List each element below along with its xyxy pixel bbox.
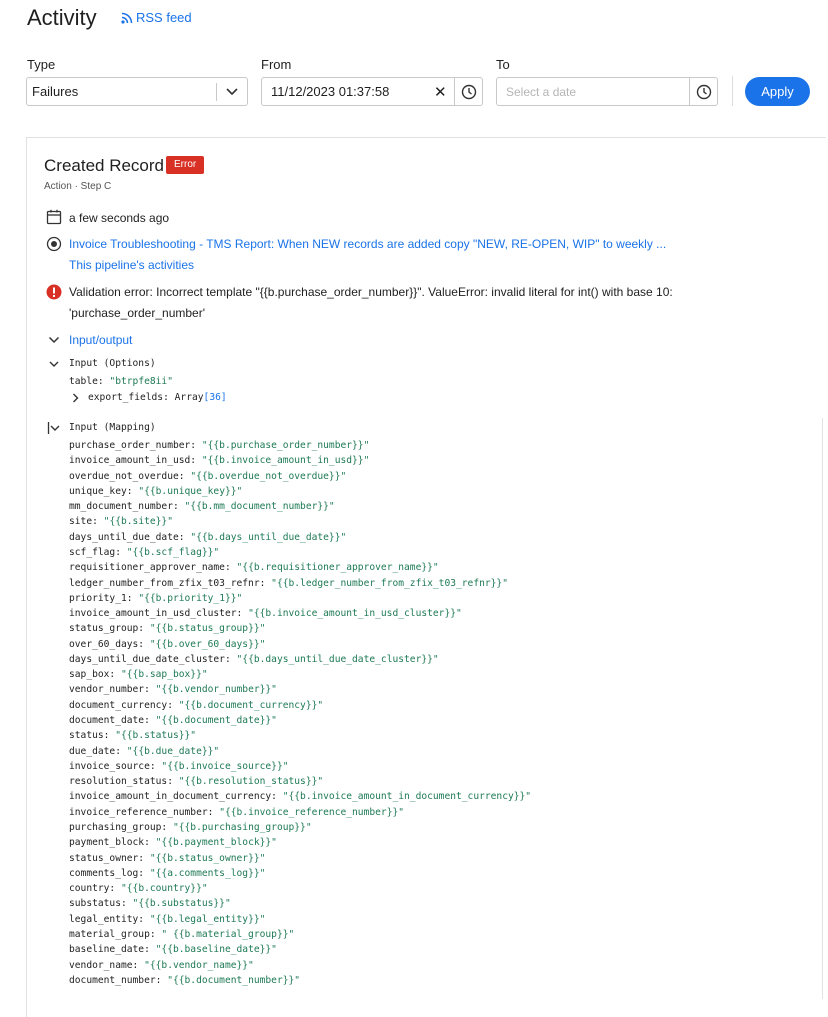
chevron-right-icon[interactable] — [71, 393, 80, 403]
type-select-value: Failures — [32, 84, 79, 99]
mapping-value: "{{b.invoice_amount_in_usd_cluster}}" — [248, 608, 462, 620]
mapping-row — [69, 455, 369, 466]
mapping-key: status_group: — [69, 623, 145, 635]
mapping-row — [69, 440, 369, 451]
mapping-key: payment_block: — [69, 837, 150, 849]
mapping-value: "{{b.invoice_amount_in_document_currency}}" — [282, 791, 532, 803]
mapping-key: purchasing_group: — [69, 822, 168, 833]
page-title: Activity — [27, 5, 97, 30]
mapping-row — [69, 639, 265, 650]
pipeline-icon — [46, 236, 62, 252]
mapping-row — [69, 822, 312, 833]
mapping-row — [69, 746, 219, 757]
mapping-row — [69, 898, 231, 909]
input-options-header: Input (Options) — [69, 358, 156, 369]
mapping-key: status_owner: — [69, 852, 145, 864]
mapping-row — [69, 562, 439, 573]
error-icon — [46, 284, 62, 300]
record-subtitle: Action · Step C — [44, 181, 112, 192]
rss-feed-link[interactable] — [121, 10, 192, 25]
from-label: From — [261, 57, 292, 72]
mapping-row — [69, 654, 439, 665]
pipeline-activities-link[interactable]: This pipeline's activities — [69, 258, 195, 272]
mapping-value: "{{b.document_number}}" — [167, 974, 301, 986]
calendar-icon — [46, 209, 62, 225]
mapping-row — [69, 501, 335, 512]
chevron-down-icon[interactable] — [225, 84, 239, 98]
mapping-value: " {{b.material_group}}" — [161, 928, 295, 940]
clock-icon — [461, 84, 477, 100]
mapping-row — [69, 684, 277, 695]
mapping-key: mm_document_number: — [69, 501, 179, 513]
mapping-row — [69, 516, 173, 527]
error-message: Validation error: Incorrect template "{{b.purchase_order_number}}". ValueError: invalid literal for int() with base 10: — [69, 285, 673, 299]
mapping-value: "{{b.invoice_reference_number}}" — [219, 806, 405, 818]
select-divider — [216, 83, 217, 101]
mapping-value: "{{b.country}}" — [121, 883, 208, 895]
mapping-key: invoice_amount_in_document_currency: — [69, 791, 277, 803]
mapping-key: document_currency: — [69, 699, 173, 711]
mapping-row — [69, 761, 289, 772]
rss-feed-label: RSS feed — [136, 10, 192, 25]
mapping-row — [69, 593, 242, 604]
mapping-key: baseline_date: — [69, 944, 150, 956]
from-clock-button[interactable] — [454, 78, 482, 105]
chevron-down-icon[interactable] — [48, 334, 60, 346]
mapping-key: priority_1: — [69, 592, 133, 604]
apply-button[interactable]: Apply — [745, 77, 810, 106]
mapping-value: "{{b.status}}" — [115, 730, 197, 742]
mapping-value: "{{b.sap_box}}" — [121, 669, 208, 681]
mapping-key: comments_log: — [69, 867, 145, 879]
mapping-row — [69, 868, 265, 879]
mapping-key: ledger_number_from_zfix_t03_refnr: — [69, 577, 266, 589]
mapping-value: "{{b.priority_1}}" — [138, 592, 243, 604]
mapping-value: "{{b.ledger_number_from_zfix_t03_refnr}}" — [271, 577, 508, 589]
clock-icon — [696, 84, 712, 100]
mapping-row — [69, 853, 265, 864]
to-label: To — [496, 57, 510, 72]
mapping-row — [69, 623, 265, 634]
toolbar-divider — [732, 76, 733, 106]
mapping-key: status: — [69, 730, 110, 742]
mapping-value: "{{b.vendor_number}}" — [155, 684, 277, 696]
mapping-value: "{{b.invoice_amount_in_usd}}" — [201, 455, 370, 467]
export-fields-option[interactable] — [88, 392, 227, 403]
mapping-row — [69, 960, 254, 971]
collapse-icon[interactable] — [47, 421, 61, 435]
to-date-placeholder: Select a date — [506, 85, 577, 99]
mapping-key: requisitioner_approver_name: — [69, 562, 231, 574]
to-date-input[interactable] — [496, 77, 718, 106]
mapping-row — [69, 944, 277, 955]
pipeline-link[interactable]: Invoice Troubleshooting - TMS Report: When NEW records are added copy "NEW, RE-OPEN, WIP" to weekly ... — [69, 237, 667, 251]
mapping-value: "{{b.overdue_not_overdue}}" — [190, 470, 347, 482]
mapping-row — [69, 715, 277, 726]
option-type: Array — [174, 392, 204, 403]
mapping-value: "{{b.document_currency}}" — [178, 699, 324, 711]
input-mapping-header: Input (Mapping) — [69, 422, 156, 433]
mapping-row — [69, 700, 323, 711]
mapping-value: "{{b.substatus}}" — [132, 898, 231, 910]
mapping-value: "{{b.scf_flag}}" — [126, 546, 220, 558]
card-border — [822, 418, 823, 999]
option-key: table: — [69, 376, 104, 387]
mapping-key: over_60_days: — [69, 638, 145, 650]
mapping-value: "{{b.mm_document_number}}" — [184, 501, 335, 513]
mapping-row — [69, 975, 300, 986]
type-select[interactable] — [26, 77, 248, 106]
mapping-key: vendor_name: — [69, 959, 139, 971]
mapping-row — [69, 776, 323, 787]
mapping-row — [69, 471, 346, 482]
mapping-value: "{{b.purchasing_group}}" — [172, 822, 312, 833]
mapping-value: "{{b.legal_entity}}" — [149, 913, 266, 925]
mapping-row — [69, 914, 265, 925]
mapping-key: purchase_order_number: — [69, 440, 197, 451]
mapping-value: "{{b.site}}" — [103, 516, 173, 528]
mapping-key: days_until_due_date: — [69, 531, 185, 543]
from-date-input[interactable] — [261, 77, 483, 106]
mapping-key: country: — [69, 883, 116, 895]
option-key: export_fields: — [88, 392, 169, 403]
mapping-key: invoice_amount_in_usd: — [69, 455, 197, 467]
mapping-key: invoice_reference_number: — [69, 806, 214, 818]
mapping-value: "{{b.over_60_days}}" — [149, 638, 266, 650]
option-count: [36] — [203, 392, 227, 403]
mapping-row — [69, 730, 196, 741]
mapping-value: "{{b.due_date}}" — [126, 745, 220, 757]
mapping-row — [69, 532, 346, 543]
mapping-key: resolution_status: — [69, 776, 173, 788]
from-date-value: 11/12/2023 01:37:58 — [271, 84, 390, 99]
mapping-key: document_number: — [69, 974, 162, 986]
mapping-key: scf_flag: — [69, 546, 121, 558]
mapping-key: invoice_source: — [69, 760, 156, 772]
clear-icon[interactable]: ✕ — [434, 84, 447, 101]
mapping-value: "{{b.purchase_order_number}}" — [201, 440, 370, 451]
mapping-value: "{{b.days_until_due_date_cluster}}" — [236, 653, 439, 665]
mapping-row — [69, 883, 208, 894]
to-clock-button[interactable] — [689, 78, 717, 105]
input-output-toggle[interactable]: Input/output — [69, 333, 133, 347]
mapping-value: "{{b.unique_key}}" — [138, 485, 243, 497]
mapping-key: material_group: — [69, 928, 156, 940]
mapping-value: "{{b.document_date}}" — [155, 715, 277, 727]
mapping-row — [69, 608, 462, 619]
mapping-key: sap_box: — [69, 669, 116, 681]
mapping-key: invoice_amount_in_usd_cluster: — [69, 608, 243, 620]
mapping-key: document_date: — [69, 715, 150, 727]
mapping-value: "{{b.status_group}}" — [149, 623, 266, 635]
mapping-key: days_until_due_date_cluster: — [69, 653, 231, 665]
mapping-row — [69, 837, 277, 848]
mapping-value: "{{b.baseline_date}}" — [155, 944, 277, 956]
mapping-row — [69, 807, 404, 818]
mapping-row — [69, 929, 294, 940]
option-value: "btrpfe8ii" — [109, 376, 173, 387]
mapping-key: substatus: — [69, 898, 127, 910]
mapping-row — [69, 486, 242, 497]
mapping-key: site: — [69, 516, 98, 528]
table-option — [69, 376, 173, 387]
mapping-value: "{{a.comments_log}}" — [149, 867, 266, 879]
mapping-value: "{{b.resolution_status}}" — [178, 776, 324, 788]
status-badge: Error — [166, 156, 204, 174]
mapping-key: unique_key: — [69, 485, 133, 497]
error-message-cont: 'purchase_order_number' — [69, 306, 205, 320]
record-title: Created Record — [44, 156, 165, 175]
mapping-key: due_date: — [69, 745, 121, 757]
type-label: Type — [27, 57, 56, 72]
mapping-row — [69, 547, 219, 558]
rss-icon — [121, 12, 133, 24]
chevron-down-icon[interactable] — [49, 359, 59, 369]
mapping-key: vendor_number: — [69, 684, 150, 696]
mapping-value: "{{b.vendor_name}}" — [144, 959, 254, 971]
mapping-value: "{{b.status_owner}}" — [149, 852, 266, 864]
record-time: a few seconds ago — [69, 211, 170, 225]
mapping-value: "{{b.requisitioner_approver_name}}" — [236, 562, 439, 574]
mapping-row — [69, 669, 208, 680]
mapping-row — [69, 578, 508, 589]
mapping-value: "{{b.payment_block}}" — [155, 837, 277, 849]
mapping-value: "{{b.days_until_due_date}}" — [190, 531, 347, 543]
mapping-row — [69, 791, 531, 802]
mapping-key: overdue_not_overdue: — [69, 470, 185, 482]
mapping-value: "{{b.invoice_source}}" — [161, 760, 289, 772]
mapping-key: legal_entity: — [69, 913, 145, 925]
